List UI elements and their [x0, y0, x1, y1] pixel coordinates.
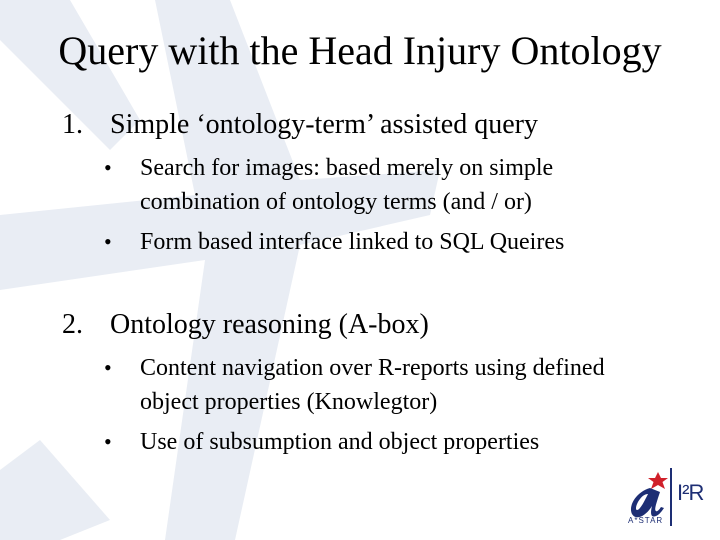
item-1-number: 1.	[62, 109, 83, 140]
bullet-2-1-text	[140, 351, 710, 419]
bullet-2-2-line-1: Use of subsumption and object properties	[140, 429, 540, 455]
bullet-1-2-line-1: Form based interface linked to SQL Queires	[140, 229, 565, 255]
bullet-2-2-dot: •	[104, 429, 112, 454]
item-2-number: 2.	[62, 309, 83, 340]
bullet-2-2-text	[140, 425, 710, 459]
logo-tagline: A*STAR	[628, 516, 664, 525]
bullet-2-1-dot: •	[104, 355, 112, 380]
bullet-1-2-text	[140, 225, 710, 259]
bullet-2-1-line-2: object properties (Knowlegtor)	[140, 389, 438, 415]
bullet-1-1-dot: •	[104, 155, 112, 180]
logo-org-name: I²R	[677, 480, 704, 505]
bullet-1-1-text	[140, 151, 710, 219]
bullet-1-1-line-1: Search for images: based merely on simple	[140, 155, 554, 181]
bullet-1-2-dot: •	[104, 229, 112, 254]
item-1-text: Simple ‘ontology-term’ assisted query	[110, 109, 538, 140]
bullet-1-1-line-2: combination of ontology terms (and / or)	[140, 189, 532, 215]
logo-divider	[670, 468, 672, 526]
bullet-2-1-line-1: Content navigation over R-reports using defined	[140, 355, 605, 381]
slide-title: Query with the Head Injury Ontology	[58, 28, 662, 73]
item-2-text: Ontology reasoning (A-box)	[110, 309, 429, 340]
